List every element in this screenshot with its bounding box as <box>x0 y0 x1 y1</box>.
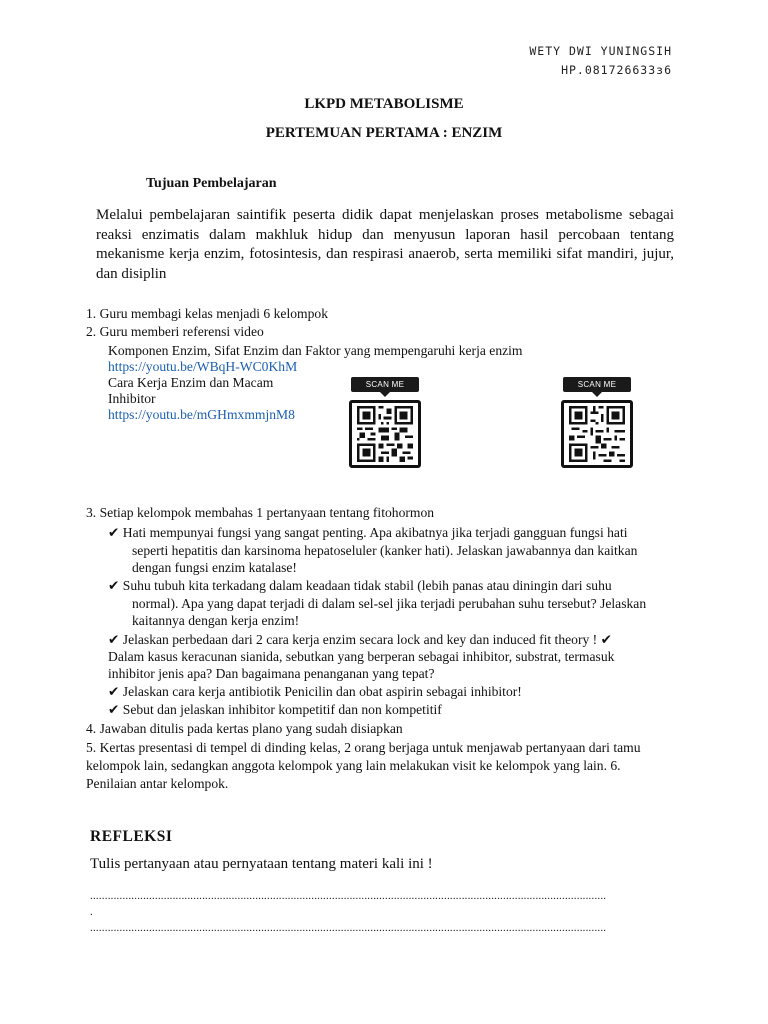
answer-line-period: . <box>90 906 93 918</box>
question-1-line2: seperti hepatitis dan karsinoma hepatoseluler (kanker hati). Jelaskan jawabannya dan kaitkan <box>132 543 638 558</box>
answer-line-1[interactable]: ............................................................................................................................................................................... <box>90 890 607 902</box>
objective-text: Melalui pembelajaran saintifik peserta didik dapat menjelaskan proses metabolisme sebagai reaksi enzimatis dalam makhluk hidup dan menyusun laporan hasil percobaan tentang mekanisme kerja enzim, fotosintesis, dan respirasi anaerob, serta memiliki sifat mandiri, jujur, dan disiplin <box>96 207 674 282</box>
question-5: ✔ Sebut dan jelaskan inhibitor kompetitif dan non kompetitif <box>108 702 442 717</box>
step-5-line3: Penilaian antar kelompok. <box>86 776 229 791</box>
scan-me-label: SCAN ME <box>351 377 419 392</box>
author-block <box>529 42 672 80</box>
qr-code-icon <box>561 400 633 468</box>
video-2-link[interactable]: https://youtu.be/mGHmxmmjnM8 <box>108 407 295 422</box>
step-5-line1: 5. Kertas presentasi di tempel di dinding kelas, 2 orang berjaga untuk menjawab pertanyaan dari tamu <box>86 740 641 755</box>
question-3-line2: Dalam kasus keracunan sianida, sebutkan yang berperan sebagai inhibitor, substrat, termasuk <box>108 649 615 664</box>
video-1-title: Komponen Enzim, Sifat Enzim dan Faktor yang mempengaruhi kerja enzim <box>108 343 523 358</box>
step-3: 3. Setiap kelompok membahas 1 pertanyaan tentang fitohormon <box>86 505 435 520</box>
scan-me-label: SCAN ME <box>563 377 631 392</box>
step-4: 4. Jawaban ditulis pada kertas plano yang sudah disiapkan <box>86 721 403 736</box>
question-4: ✔ Jelaskan cara kerja antibiotik Penicilin dan obat aspirin sebagai inhibitor! <box>108 684 522 699</box>
qr-code-1[interactable] <box>349 377 421 468</box>
qr-code-icon <box>349 400 421 468</box>
question-2-line1: ✔ Suhu tubuh kita terkadang dalam keadaan tidak stabil (lebih panas atau diningin dari suhu <box>108 578 612 593</box>
video-2-title-line2: Inhibitor <box>108 391 156 406</box>
question-3-line3: inhibitor jenis apa? Dan bagaimana penanganan yang tepat? <box>108 666 435 681</box>
author-name: WETY DWI YUNINGSIH <box>529 44 672 58</box>
video-2-title-line1: Cara Kerja Enzim dan Macam <box>108 375 274 390</box>
document-title: LKPD METABOLISME <box>304 96 464 112</box>
qr-code-2[interactable] <box>561 377 633 468</box>
question-3-line1: ✔ Jelaskan perbedaan dari 2 cara kerja enzim secara lock and key dan induced fit theory ! ✔ <box>108 632 612 647</box>
objective-heading: Tujuan Pembelajaran <box>146 176 277 191</box>
question-1-line1: ✔ Hati mempunyai fungsi yang sangat penting. Apa akibatnya jika terjadi gangguan fungsi hati <box>108 525 628 540</box>
author-phone: HP.081726633ɜ6 <box>561 63 672 77</box>
answer-line-2[interactable]: ............................................................................................................................................................................... <box>90 922 607 934</box>
document-subtitle: PERTEMUAN PERTAMA : ENZIM <box>265 125 503 141</box>
question-2-line2: normal). Apa yang dapat terjadi di dalam sel-sel jika terjadi perubahan suhu tersebut? Jelaskan <box>132 596 647 611</box>
question-2-line3: kaitannya dengan kerja enzim! <box>132 613 300 628</box>
reflection-heading: REFLEKSI <box>90 828 173 845</box>
reflection-prompt: Tulis pertanyaan atau pernyataan tentang materi kali ini ! <box>90 856 433 872</box>
video-1-link[interactable]: https://youtu.be/WBqH-WC0KhM <box>108 359 298 374</box>
question-1-line3: dengan fungsi enzim katalase! <box>132 560 297 575</box>
step-1: 1. Guru membagi kelas menjadi 6 kelompok <box>86 306 328 321</box>
step-5-line2: kelompok lain, sedangkan anggota kelompok yang lain melakukan visit ke kelompok yang lain. 6. <box>86 758 621 773</box>
step-2: 2. Guru memberi referensi video <box>86 324 264 339</box>
